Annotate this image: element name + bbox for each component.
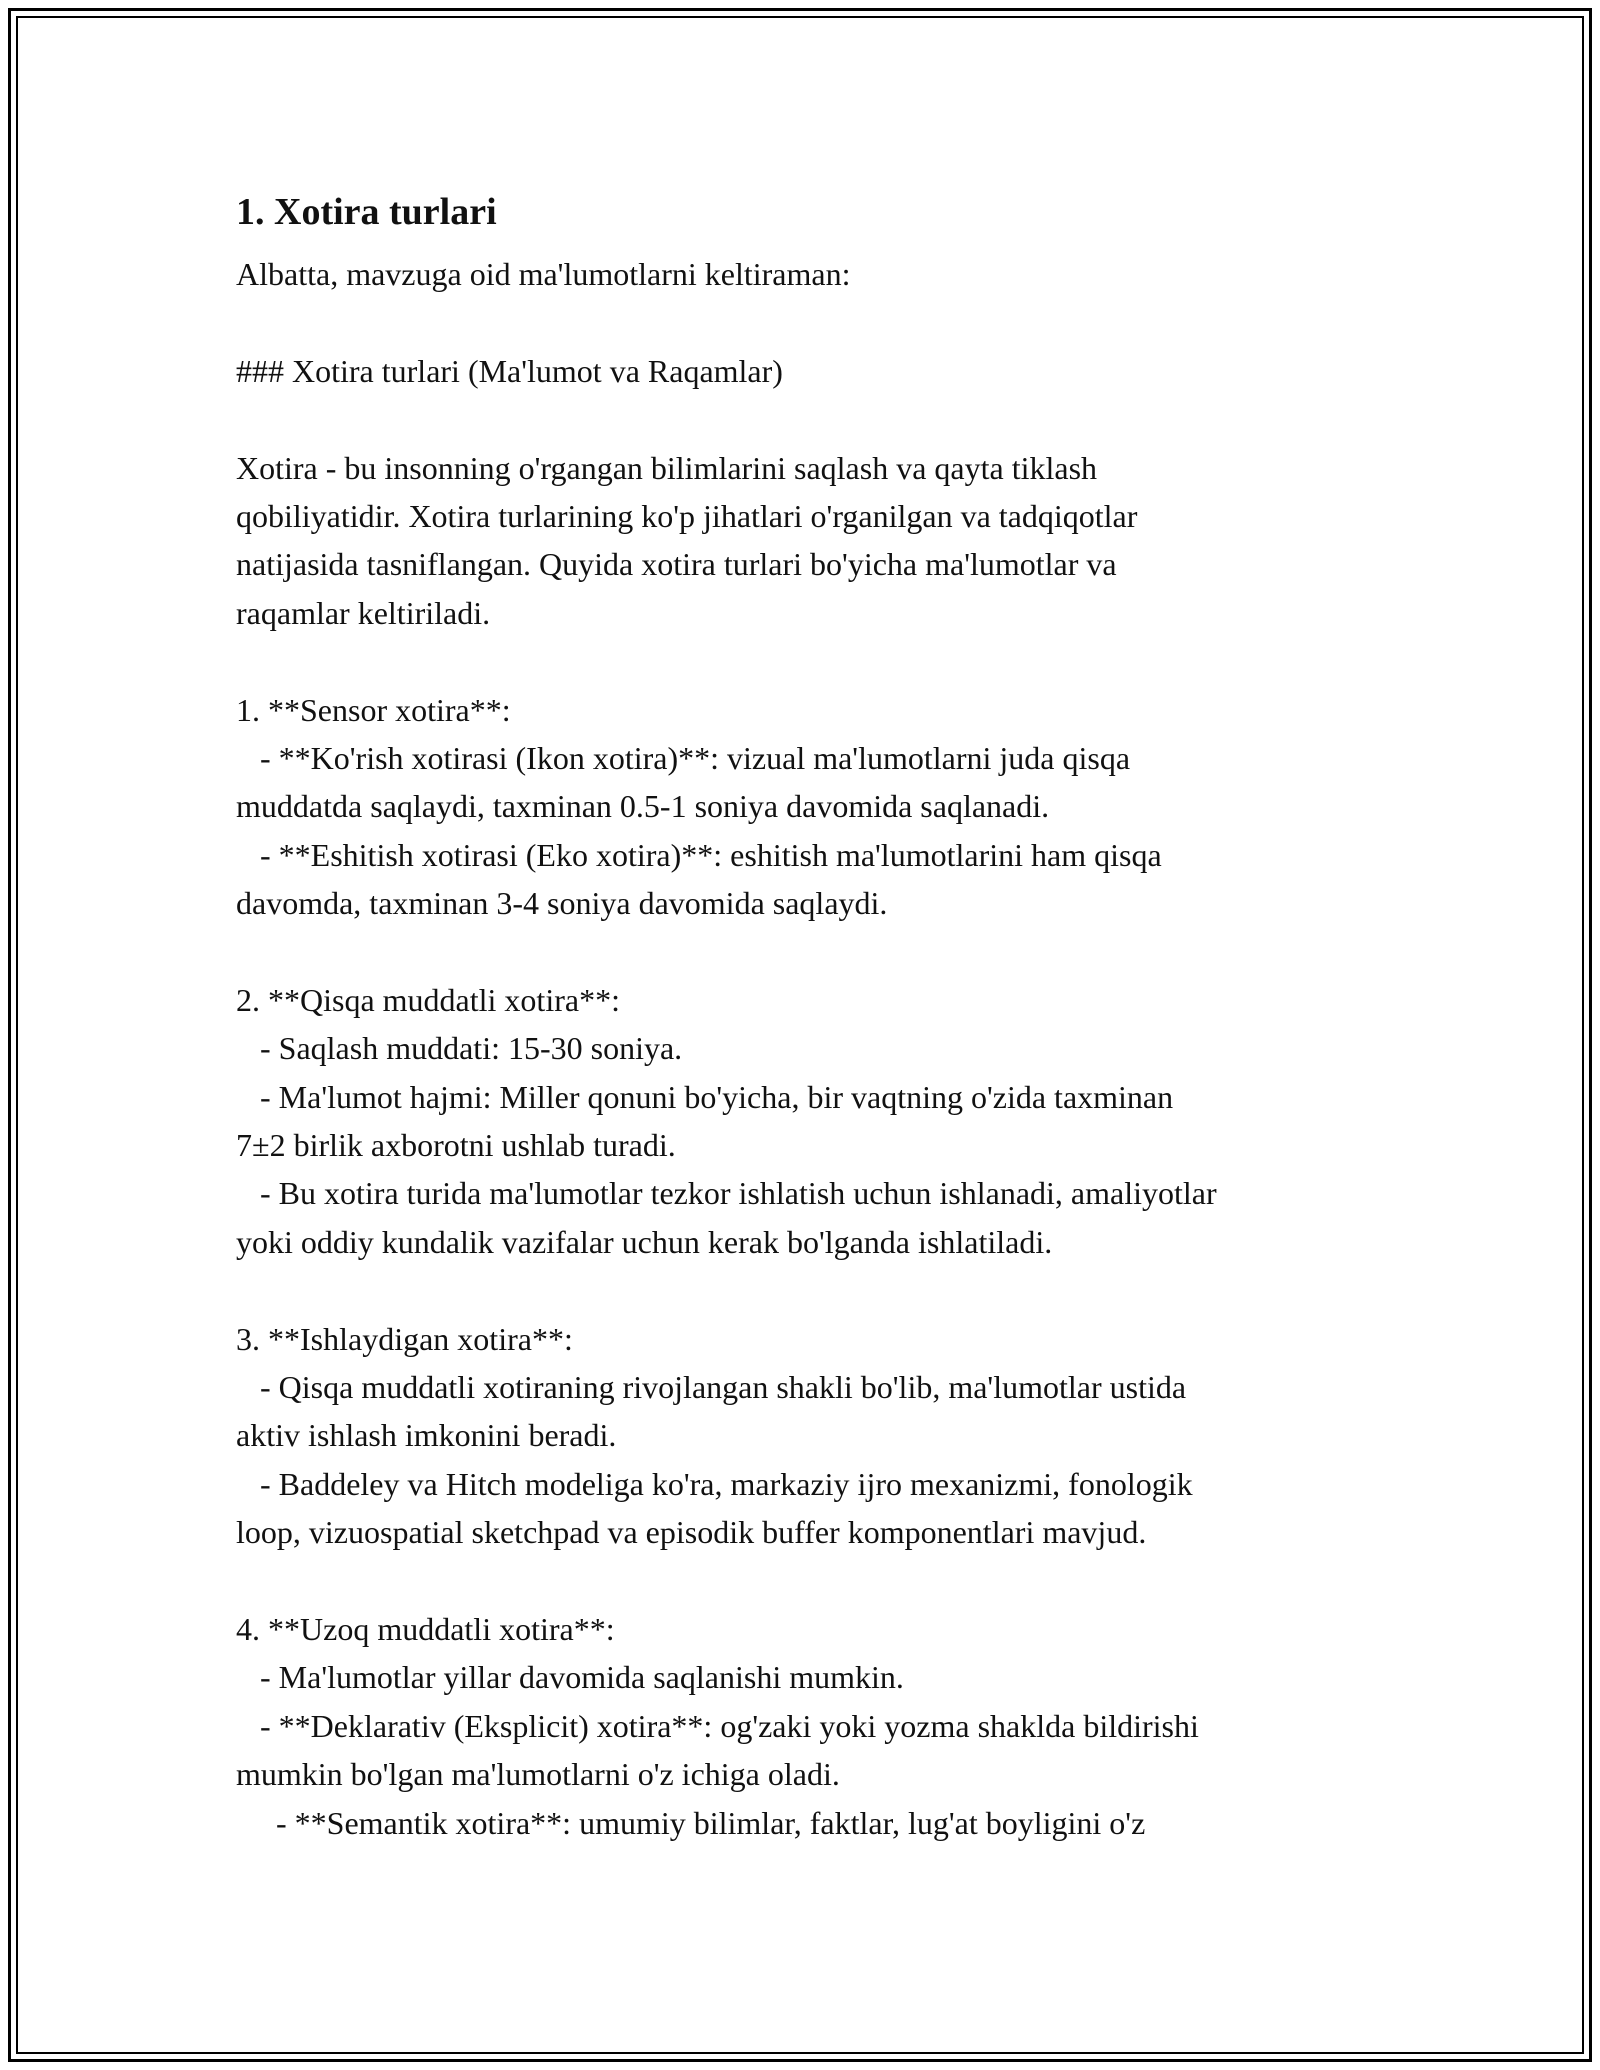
document-body [236,186,1376,1847]
text-line: muddatda saqlaydi, taxminan 0.5-1 soniya davomida saqlanadi. [236,788,1050,825]
text-line: 2. **Qisqa muddatli xotira**: [236,981,620,1018]
text-line: loop, vizuospatial sketchpad va episodik buffer komponentlari mavjud. [236,1514,1147,1551]
text-line [236,1266,1376,1314]
text-line: - **Ko'rish xotirasi (Ikon xotira)**: vizual ma'lumotlarni juda qisqa [236,739,1131,776]
text-line: Xotira - bu insonning o'rgangan bilimlarini saqlash va qayta tiklash [236,449,1098,486]
text-line: 1. **Sensor xotira**: [236,691,511,728]
text-line [236,395,1376,443]
text-line: 4. **Uzoq muddatli xotira**: [236,1610,615,1647]
document-text [236,250,1376,1847]
text-line: ### Xotira turlari (Ma'lumot va Raqamlar) [236,352,783,389]
text-line: - Ma'lumot hajmi: Miller qonuni bo'yicha, bir vaqtning o'zida taxminan [236,1078,1174,1115]
text-line: - Qisqa muddatli xotiraning rivojlangan shakli bo'lib, ma'lumotlar ustida [236,1368,1187,1405]
text-line: - Ma'lumotlar yillar davomida saqlanishi mumkin. [236,1659,904,1696]
text-line: - **Deklarativ (Eksplicit) xotira**: og'zaki yoki yozma shaklda bildirishi [236,1707,1199,1744]
text-line: - **Eshitish xotirasi (Eko xotira)**: eshitish ma'lumotlarini ham qisqa [236,836,1162,873]
text-line [236,927,1376,975]
text-line: natijasida tasniflangan. Quyida xotira turlari bo'yicha ma'lumotlar va [236,546,1117,583]
text-line [236,298,1376,346]
text-line: 3. **Ishlaydigan xotira**: [236,1320,573,1357]
text-line: qobiliyatidir. Xotira turlarining ko'p jihatlari o'rganilgan va tadqiqotlar [236,497,1138,534]
text-line [236,637,1376,685]
text-line: aktiv ishlash imkonini beradi. [236,1417,617,1454]
text-line: - **Semantik xotira**: umumiy bilimlar, faktlar, lug'at boyligini o'z [236,1804,1146,1841]
text-line: mumkin bo'lgan ma'lumotlarni o'z ichiga oladi. [236,1756,840,1793]
text-line: 7±2 birlik axborotni ushlab turadi. [236,1127,676,1164]
text-line: yoki oddiy kundalik vazifalar uchun kerak bo'lganda ishlatiladi. [236,1223,1053,1260]
text-line: - Saqlash muddati: 15-30 soniya. [236,1030,683,1067]
section-heading: 1. Xotira turlari [236,191,497,233]
text-line [236,1557,1376,1605]
text-line: davomda, taxminan 3-4 soniya davomida saqlaydi. [236,885,888,922]
text-line: Albatta, mavzuga oid ma'lumotlarni keltiraman: [236,256,851,292]
text-line: - Baddeley va Hitch modeliga ko'ra, markaziy ijro mexanizmi, fonologik [236,1465,1193,1502]
text-line: raqamlar keltiriladi. [236,594,491,631]
text-line: - Bu xotira turida ma'lumotlar tezkor ishlatish uchun ishlanadi, amaliyotlar [236,1175,1217,1212]
